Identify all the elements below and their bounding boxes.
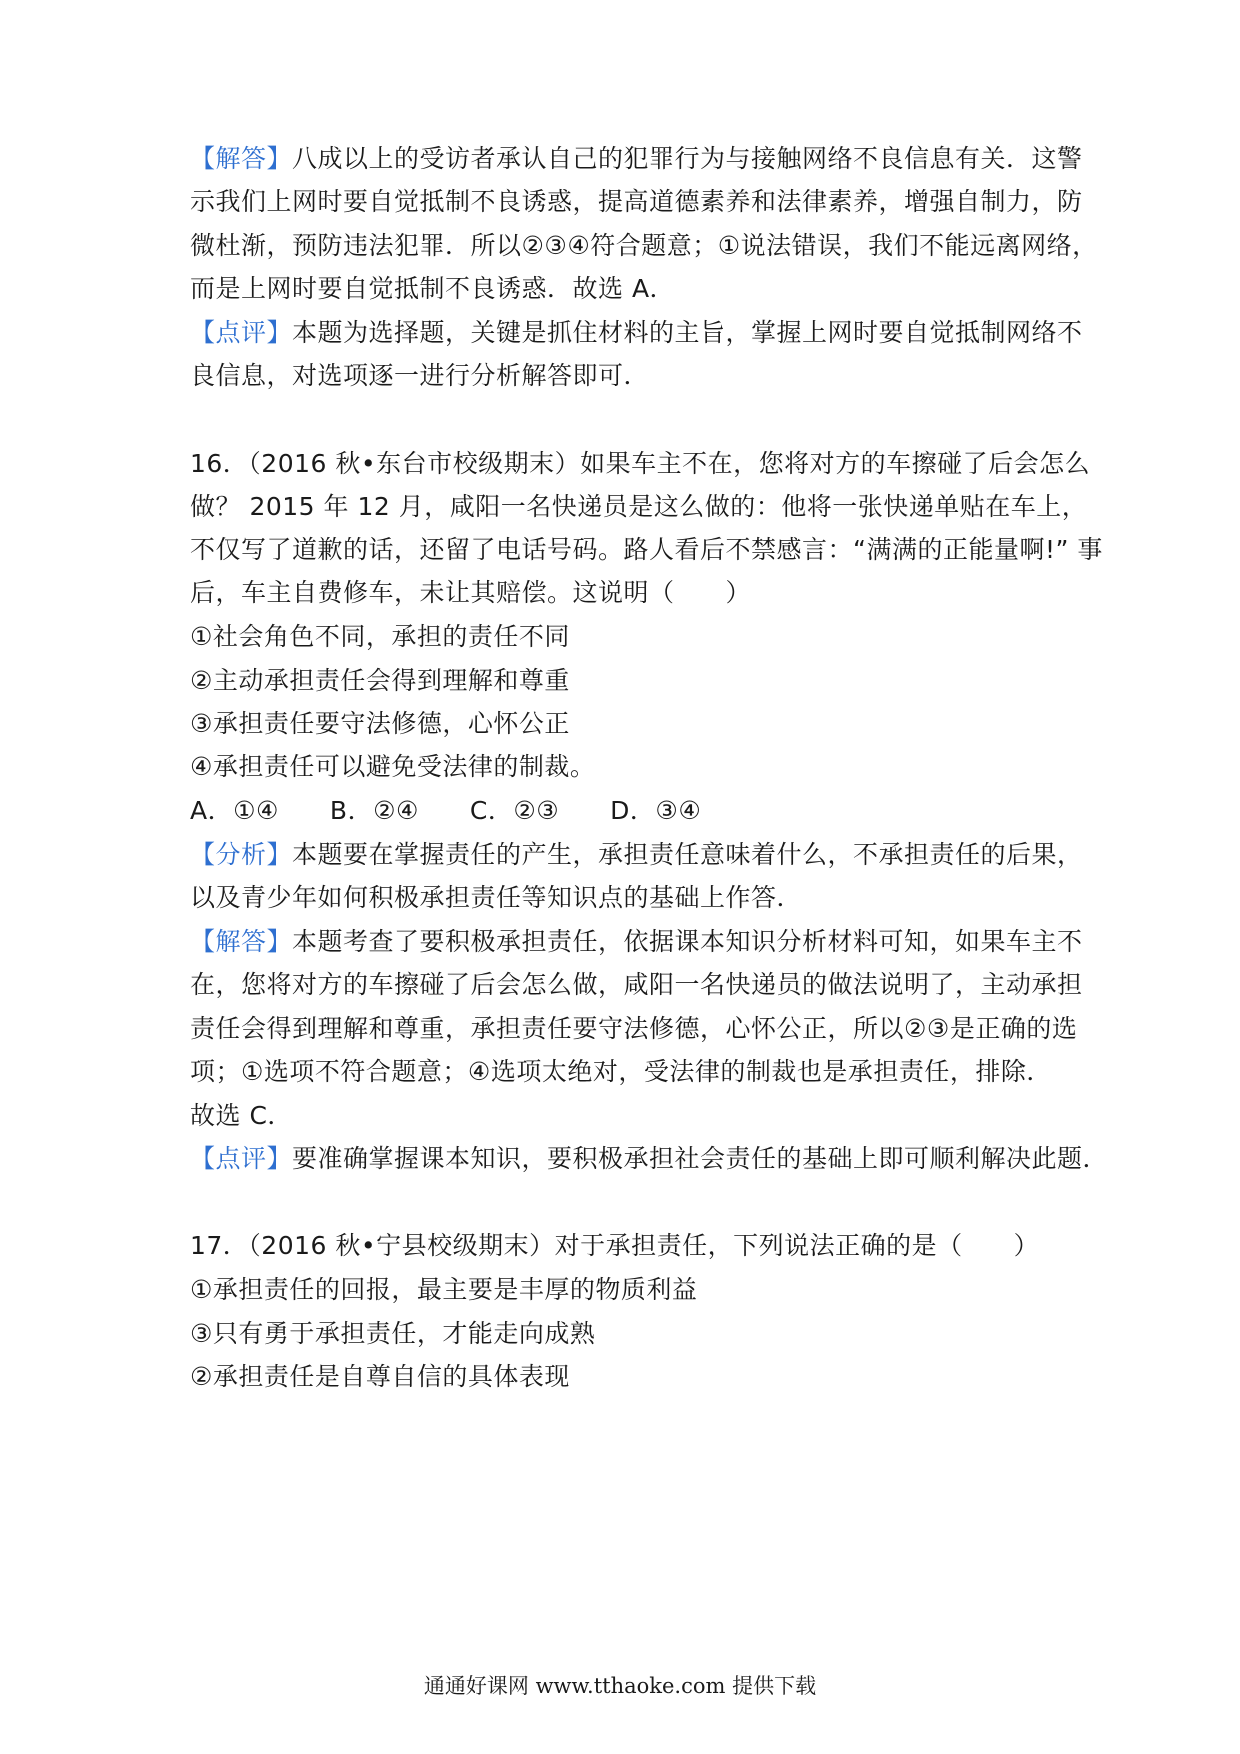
q16-answer-line-5: 故选 C． bbox=[190, 1101, 293, 1130]
q15-answer-line-4: 而是上网时要自觉抵制不良诱惑．故选 A． bbox=[190, 274, 676, 303]
q15-comment-line-1: 【点评】本题为选择题，关键是抓住材料的主旨，掌握上网时要自觉抵制网络不 bbox=[190, 318, 1083, 347]
q16-stem-line-4: 后，车主自费修车，未让其赔偿。这说明（ ） bbox=[190, 578, 752, 607]
q15-answer-line-2: 示我们上网时要自觉抵制不良诱惑，提高道德素养和法律素养，增强自制力，防 bbox=[190, 187, 1083, 216]
q16-analysis-line-2: 以及青少年如何积极承担责任等知识点的基础上作答． bbox=[190, 883, 803, 912]
q16-statement-2: ②主动承担责任会得到理解和尊重 bbox=[190, 666, 570, 695]
q16-answer-line-1: 【解答】本题考查了要积极承担责任，依据课本知识分析材料可知，如果车主不 bbox=[190, 927, 1083, 956]
q16-statement-4: ④承担责任可以避免受法律的制裁。 bbox=[190, 752, 596, 781]
q16-statement-3: ③承担责任要守法修德，心怀公正 bbox=[190, 709, 570, 738]
q16-stem-line-1: 16．（2016 秋•东台市校级期末）如果车主不在，您将对方的车擦碰了后会怎么 bbox=[190, 449, 1091, 478]
q15-answer-line-3: 微杜渐，预防违法犯罪．所以②③④符合题意；①说法错误，我们不能远离网络， bbox=[190, 231, 1098, 260]
q17-statement-2: ③只有勇于承担责任，才能走向成熟 bbox=[190, 1319, 596, 1348]
q17-stem-line-1: 17．（2016 秋•宁县校级期末）对于承担责任，下列说法正确的是（ ） bbox=[190, 1231, 1040, 1260]
q16-answer-line-4: 项；①选项不符合题意；④选项太绝对，受法律的制裁也是承担责任，排除． bbox=[190, 1057, 1052, 1086]
q16-answer-line-2: 在，您将对方的车擦碰了后会怎么做，咸阳一名快递员的做法说明了，主动承担 bbox=[190, 970, 1083, 999]
answer-tag: 【解答】 bbox=[190, 144, 293, 173]
q16-statement-1: ①社会角色不同，承担的责任不同 bbox=[190, 622, 570, 651]
q17-statement-1: ①承担责任的回报，最主要是丰厚的物质利益 bbox=[190, 1275, 698, 1304]
comment-tag: 【点评】 bbox=[190, 318, 293, 347]
q16-stem-line-3: 不仅写了道歉的话，还留了电话号码。路人看后不禁感言：“满满的正能量啊!” 事 bbox=[190, 535, 1103, 564]
q16-options: A．①④ B．②④ C．②③ D．③④ bbox=[190, 796, 702, 825]
q15-comment-line-2: 良信息，对选项逐一进行分析解答即可． bbox=[190, 361, 650, 390]
analysis-tag: 【分析】 bbox=[190, 840, 293, 869]
q17-statement-3: ②承担责任是自尊自信的具体表现 bbox=[190, 1362, 570, 1391]
answer-tag: 【解答】 bbox=[190, 927, 293, 956]
q15-answer-line-1: 【解答】八成以上的受访者承认自己的犯罪行为与接触网络不良信息有关．这警 bbox=[190, 144, 1083, 173]
q16-answer-line-3: 责任会得到理解和尊重，承担责任要守法修德，心怀公正，所以②③是正确的选 bbox=[190, 1014, 1078, 1043]
page-footer: 通通好课网 www.tthaoke.com 提供下载 bbox=[423, 1674, 817, 1698]
q16-comment-line-1: 【点评】要准确掌握课本知识，要积极承担社会责任的基础上即可顺利解决此题． bbox=[190, 1144, 1109, 1173]
comment-tag: 【点评】 bbox=[190, 1144, 293, 1173]
q16-stem-line-2: 做？ 2015 年 12 月，咸阳一名快递员是这么做的：他将一张快递单贴在车上， bbox=[190, 492, 1088, 521]
q16-analysis-line-1: 【分析】本题要在掌握责任的产生，承担责任意味着什么，不承担责任的后果， bbox=[190, 840, 1083, 869]
